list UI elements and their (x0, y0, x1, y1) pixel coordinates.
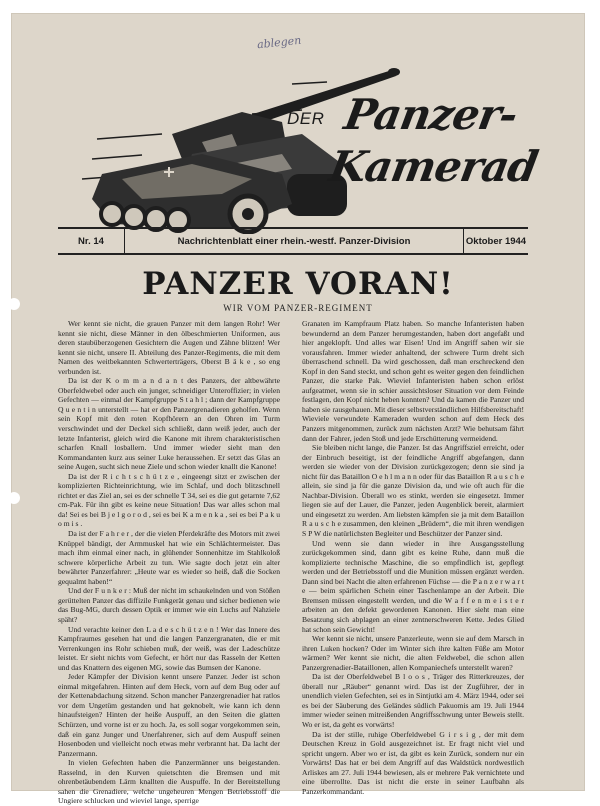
issue-date: Oktober 1944 (465, 235, 527, 247)
masthead-title-line2: Kamerad (325, 142, 541, 191)
paragraph: Da ist der stille, ruhige Oberfeldwebel G i r s i g , der mit dem Deutschen Kreuz in Gold ausgezeichnet ist. Er fragt nicht viel und spricht ungern. Aber wo er ist, da gibt es kein Zurück, sondern nur ein Vorwärts! Das hat er bei dem Angriff auf das Waldstück nordwestlich Arliskes am 27. Juli 1944 bewiesen, als er mehrere Pak vernichtete und eine überrollte. Das ist nicht die erste in seiner Laufbahn als Panzerkommandant. (302, 729, 524, 796)
paragraph: Da ist der Oberfeldwebel B l o o s , Träger des Ritterkreuzes, der überall nur „Räuber“ genannt wird. Das ist der Zugführer, der in unendlich vielen Gefechten, sei es in Sintjutki am 4. März 1944, oder sei es bei der Säuberung des Geländes südlich Pakuomis am 19. Juli 1944 immer wieder seinen mitreißenden Angriffsschwung unter Beweis stellt. Wo er ist, da geht es vorwärts! (302, 672, 524, 729)
paragraph: In vielen Gefechten haben die Panzermänner uns beigestanden. Rasselnd, in den Kurven quietschten die Bremsen und mit ohrenbetäubendem Lärm knallten die Auspuffe. In der Bereitstellung sahen die Grenadiere, welche ungeheuren Mengen Betriebsstoff die Ungiere schlucken und wieviel lange, sperrige (58, 758, 280, 806)
paragraph: Und der F u n k e r : Muß der nicht im schaukelnden und von Stößen gerüttelten Panzer das diffizile Funkgerät genau und sicher bedienen wie das Bug-MG, durch dessen Optik er immer wie ein Luchs auf Nahziele späht? (58, 586, 280, 624)
article-column-left (58, 319, 280, 806)
issue-number: Nr. 14 (58, 229, 125, 253)
paragraph: Jeder Kämpfer der Division kennt unsere Panzer. Jeder ist schon einmal mitgefahren. Hinten auf dem Heck, vorn auf dem Bug oder auf der Kettenabdachung sitzend. Schon mancher Panzergrenadier hat ratlos vor dem Ungetüm gestanden und hat geknobelt, wie kann ich denn hinaufsteigen? Hinten der heiße Auspuff, an den Seiten die glatten Schürzen, und vorne ist er zu hoch. Ja, es soll sogar vorgekommen sein, daß ein ganz Junger und Unerfahrener, sich auf dem Auspuff seinen Hosenboden und vielleicht noch etwas mehr verbrannt hat. Da lacht der Panzermann. (58, 672, 280, 758)
paragraph: Wer kennt sie nicht, unsere Panzerleute, wenn sie auf dem Marsch in ihren Luken hocken? Oder im Winter sich ihre kalten Füße am Motor wärmen? Wer kennt sie nicht, die alten Feldwebel, die schon allen Panzergrenadier-Bataillonen, allen Kompaniechefs unterstellt waren? (302, 634, 524, 672)
issue-info-bar (58, 227, 528, 255)
masthead-title-line1: Panzer- (340, 90, 521, 139)
paragraph: Und verachte keiner den L a d e s c h ü t z e n ! Wer das Innere des Kampfraumes gesehen hat und die langen Panzergranaten, die er mit Verrenkungen ins Rohr schieben muß, der weiß, was der Ladeschütze leistet. Er sieht nichts vom Gefecht, er hört nur das Rasseln der Ketten und das Knattern des eigenen MG, sowie das Bumsen der Kanone. (58, 624, 280, 672)
punch-hole (8, 492, 20, 504)
paragraph: Da ist der R i c h t s c h ü t z e , eingeengt sitzt er zwischen der komplizierten Richteinrichtung, wie im Schlaf, und doch blitzschnell richtet er das Ziel an, sei es der schnelle T 34, sei es die gut getarnte 7,62 cm-Pak. Für ihn gibt es keine neue Situation! Das war alles schon mal da! Sei es bei B j e l g o r o d , sei es bei K a m e n k a , sei es bei P a k u o m i s . (58, 471, 280, 529)
paragraph: Da ist der F a h r e r , der die vielen Pferdekräfte des Motors mit zwei Knüppel bändigt, der Armmuskel hat wie ein Schlächtermeister. Das mach ihm einmal einer nach, in glühender Sonnenhitze im Stahlkoloß schwere körperliche Arbeit zu tun. Wie sagte doch jetzt ein alter bewährter Panzerfahrer: „Heute war es wieder so heiß, daß die Socken gequalmt haben!“ (58, 529, 280, 586)
masthead-prefix: DER (287, 109, 325, 128)
paragraph: Wer kennt sie nicht, die grauen Panzer mit dem langen Rohr! Wer kennt sie nicht, diese Männer in den ölbeschmierten Uniformen, aus deren staubüberzogenen Gesichtern die Augen und Zähne blitzen! Wer kennt sie nicht, unsere II. Abteilung des Panzer-Regiments, die mit dem Namen des weitbekannten Schwerterträgers, Oberst B ä k e , so eng verbunden ist. (58, 319, 280, 376)
article-column-right (302, 319, 524, 796)
paragraph: Sie bleiben nicht lange, die Panzer. Ist das Angriffsziel erreicht, oder der Einbruch beseitigt, ist der feindliche Angriff abgefangen, dann werden sie wieder von der Division zurückgezogen; denn sie sind ja nicht für das Bataillon O e h l m a n n oder für das Bataillon R a u s c h e allein, sie sind ja für die ganze Division da, und wie oft auch für die Nachbar-Division. Überall wo es stinkt, werden sie eingesetzt. Immer liegen sie auf der Lauer, die Panzer, jeden Augenblick bereit, alarmiert und eingesetzt zu werden. Am liebsten kämpfen sie ja mit dem Bataillon R a u s c h e zusammen, den kleinen „Brüdern“, die mit ihren wendigen S P W die natürlichsten Begleiter und Beschützer der Panzer sind. (302, 443, 524, 539)
newspaper-page (12, 14, 584, 806)
article-headline: PANZER VORAN! (142, 266, 454, 302)
publication-description: Nachrichtenblatt einer rhein.-westf. Panzer-Division (125, 229, 464, 253)
paragraph: Und wenn sie dann wieder in ihre Ausgangsstellung zurückgekommen sind, dann gibt es keine Ruhe, dann muß die komplizierte technische Maschine, die so empfindlich ist, gepflegt werden und der Betriebsstoff und die Munition müssen ergänzt werden. Dann sind bei Nacht die alten erfahrenen Füchse — die P a n z e r w a r t e — beim spärlichen Schein einer Taschenlampe an der Arbeit. Die Bremsen müssen eingestellt werden, und die W a f f e n m e i s t e r arbeiten an den defekt gewordenen Kanonen. Hier sieht man eine Besatzung sich abplagen an einer zentnerschweren Kette. Jedes Glied hat schon sein Gewicht! (302, 538, 524, 634)
paragraph: Granaten im Kampfraum Platz haben. So manche Infanteristen haben bewundernd an dem Panzer herumgestanden, haben dort angefaßt und hier angeklopft. Und alles war Eisen! Und im Angriff sahen wir sie vorausfahren. Immer wieder anhaltend, der schwere Turm dreht sich überraschend schnell. Da wird geschossen, daß man erschreckend den Kopf in den Sand steckt, und schon geht es weiter gegen den feindlichen Panzer, die starke Pak. Wieviel Infanteristen haben schon erlöst aufgeatmet, wenn sie in schier aussichtsloser Situation vor dem Feinde festlagen, den Kopf nicht heben konnten? Und da kamen die Panzer und haben sie rausgehauen. Mit dieser selbstverständlichen Hilfsbereitschaft! Wieviele verwundete Kameraden wurden schon auf dem Heck des Panzers mitgenommen, zurück zum nächsten Arzt? Wie behutsam fährt dann der Fahrer, jeden Stoß und jede Erschütterung vermeidend. (302, 319, 524, 443)
paragraph: Da ist der K o m m a n d a n t des Panzers, der altbewährte Oberfeldwebel oder auch ein junger, schneidiger Unteroffizier; in vielen Gefechten — einmal der Kampfgruppe S t a h l ; dann der Kampfgruppe Q u e n t i n unterstellt — hat er den Panzergrenadieren geholfen. Wenn sein Kopf mit den roten Kopfhörern an den Ohren im Turm verschwindet und der Deckel sich schließt, dann weiß jeder, auch der letzte Infanterist, gleich wird die Kanone mit ihrem charakteristischen scharfen Knall losballern. Und immer wieder sieht man den Kommandanten kurz aus seiner Luke heraussehen. Er setzt das Glas an seine Augen, sucht sich neue Ziele und schon wieder knallt die Kanone! (58, 376, 280, 472)
article-subheadline: WIR VOM PANZER-REGIMENT (223, 303, 373, 313)
pencil-annotation: ablegen (256, 33, 302, 52)
